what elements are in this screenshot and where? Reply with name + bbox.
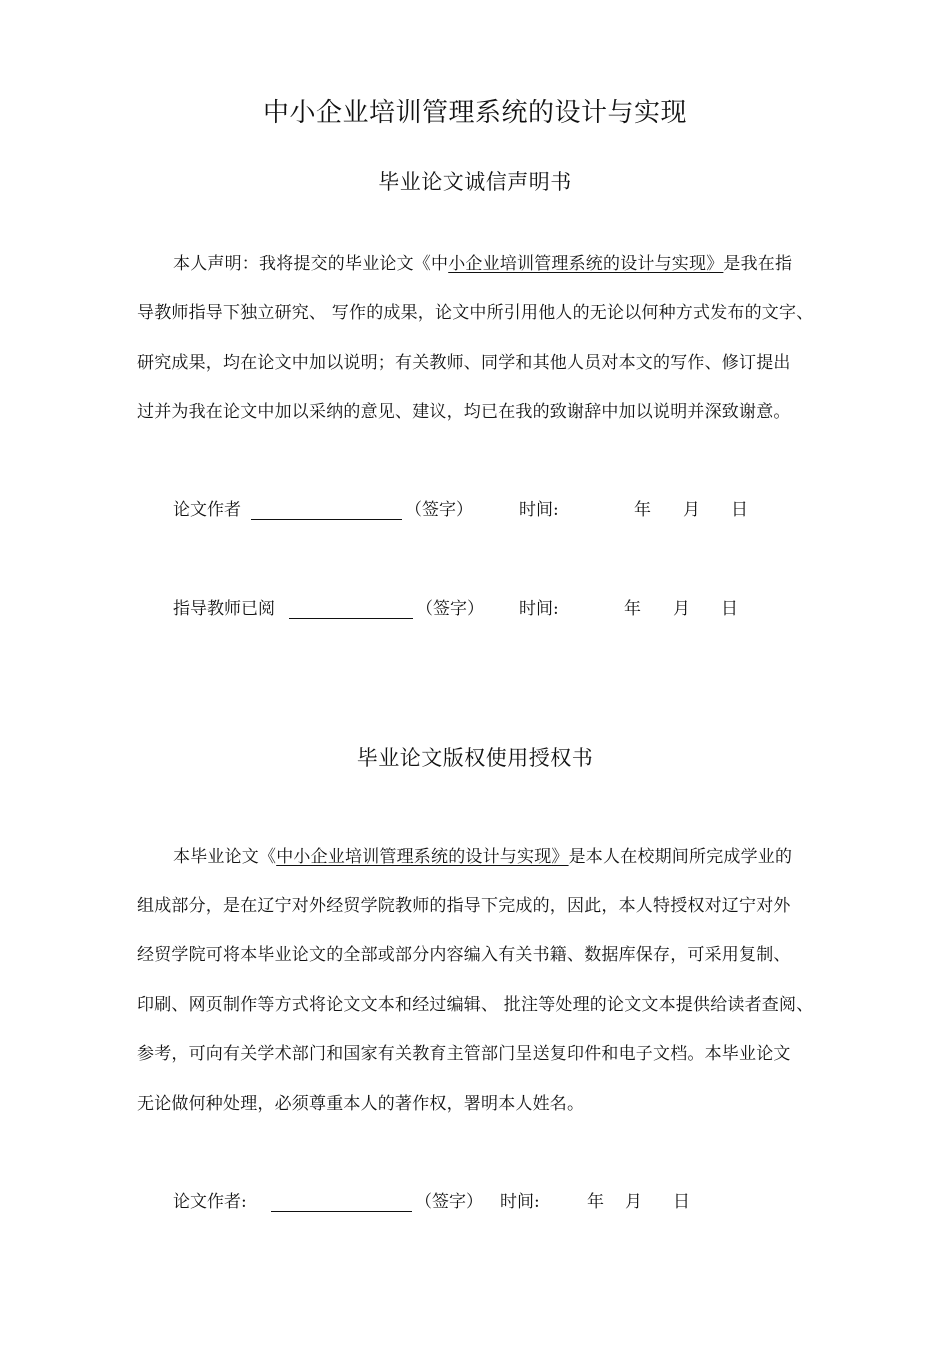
declaration-line-4: 过并为我在论文中加以采纳的意见、建议，均已在我的致谢辞中加以说明并深致谢意。 — [137, 402, 791, 422]
declaration-advisor-day: 日 — [721, 599, 738, 619]
declaration-author-signature-blank[interactable] — [251, 519, 402, 520]
declaration-thesis-title-underlined: 小企业培训管理系统的设计与实现》 — [448, 254, 724, 274]
copyright-author-signature-blank[interactable] — [271, 1211, 412, 1212]
copyright-author-month: 月 — [625, 1192, 642, 1212]
declaration-author-time-label: 时间: — [519, 500, 559, 520]
copyright-author-year: 年 — [587, 1192, 604, 1212]
declaration-line-1-pre: 本人声明：我将提交的毕业论文《中 — [173, 254, 449, 274]
copyright-author-day: 日 — [673, 1192, 690, 1212]
declaration-author-label: 论文作者 — [173, 500, 241, 520]
declaration-advisor-month: 月 — [673, 599, 690, 619]
declaration-line-1 — [173, 252, 792, 276]
copyright-line-2: 组成部分，是在辽宁对外经贸学院教师的指导下完成的，因此，本人特授权对辽宁对外 — [137, 896, 791, 916]
declaration-advisor-label: 指导教师已阅 — [173, 599, 275, 619]
declaration-author-day: 日 — [731, 500, 748, 520]
copyright-title: 毕业论文版权使用授权书 — [356, 746, 594, 770]
declaration-title: 毕业论文诚信声明书 — [378, 170, 572, 194]
declaration-author-month: 月 — [683, 500, 700, 520]
copyright-thesis-title-underlined: 中小企业培训管理系统的设计与实现》 — [276, 847, 569, 867]
declaration-line-1-post: 是我在指 — [723, 254, 793, 274]
declaration-advisor-time-label: 时间: — [519, 599, 559, 619]
declaration-advisor-signature-blank[interactable] — [289, 618, 413, 619]
copyright-line-5: 参考，可向有关学术部门和国家有关教育主管部门呈送复印件和电子文档。本毕业论文 — [137, 1044, 791, 1064]
copyright-author-label: 论文作者: — [173, 1192, 247, 1212]
copyright-line-1-pre: 本毕业论文《 — [173, 847, 277, 867]
copyright-line-1 — [173, 845, 792, 869]
page-title: 中小企业培训管理系统的设计与实现 — [262, 98, 687, 128]
declaration-advisor-sign-label: （签字） — [416, 599, 484, 619]
copyright-line-6: 无论做何种处理，必须尊重本人的著作权，署明本人姓名。 — [137, 1094, 585, 1114]
declaration-author-sign-label: （签字） — [405, 500, 473, 520]
copyright-line-4: 印刷、网页制作等方式将论文文本和经过编辑、 批注等处理的论文文本提供给读者查阅、 — [137, 995, 814, 1015]
declaration-line-2: 导教师指导下独立研究、 写作的成果，论文中所引用他人的无论以何种方式发布的文字、 — [137, 303, 814, 323]
copyright-author-time-label: 时间: — [500, 1192, 540, 1212]
declaration-advisor-year: 年 — [624, 599, 641, 619]
copyright-line-1-post: 是本人在校期间所完成学业的 — [568, 847, 793, 867]
declaration-author-year: 年 — [634, 500, 651, 520]
declaration-line-3: 研究成果，均在论文中加以说明；有关教师、同学和其他人员对本文的写作、修订提出 — [137, 353, 791, 373]
copyright-author-sign-label: （签字） — [415, 1192, 483, 1212]
copyright-line-3: 经贸学院可将本毕业论文的全部或部分内容编入有关书籍、数据库保存，可采用复制、 — [137, 945, 791, 965]
